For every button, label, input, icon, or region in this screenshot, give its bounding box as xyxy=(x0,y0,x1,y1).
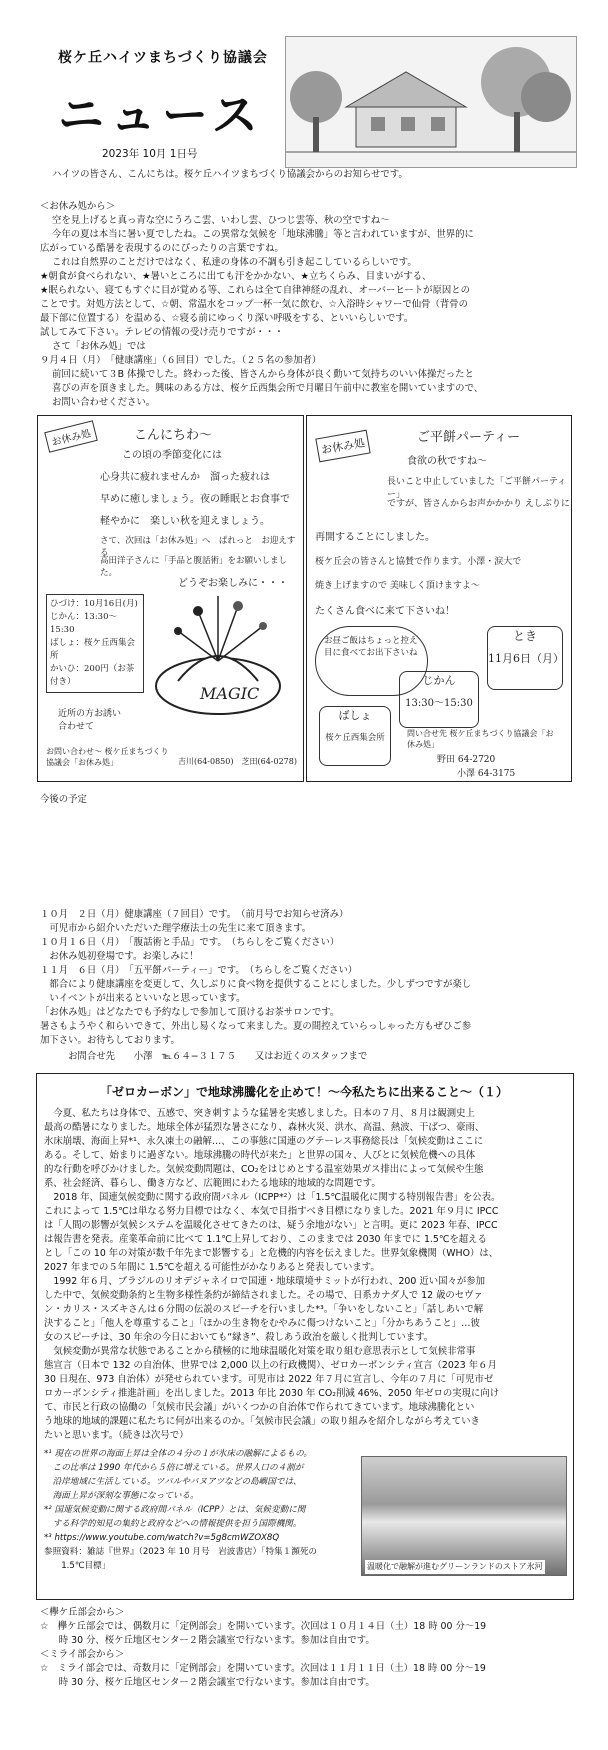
flyer-gohei-party xyxy=(306,415,572,782)
schedule-line: １１月 ６日（月） 「五平餅パーティー」です。 （ちらしをご覧ください） xyxy=(40,965,358,976)
jikan-value: 13:30〜15:30 xyxy=(405,698,473,709)
schedule-line: １０月１６日（月） 「腹話術と手品」です。 （ちらしをご覧ください） xyxy=(40,937,340,948)
bukai-line: 時 30 分、桜ケ丘地区センター２階会議室で行ないます。参加は自由です。 xyxy=(40,1635,375,1646)
schedule-line: 加下さい。お待ちしております。 xyxy=(40,1035,180,1046)
flyer-greeting: こんにちわ〜 xyxy=(134,428,213,443)
flyer-line: たくさん食べに来て下さいね！ xyxy=(315,606,455,617)
schedule-line: １０月 ２日（月）健康講座（７回目）です。 （前月号でお知らせ済み） xyxy=(40,909,349,920)
flyer-line: 焼き上げますので 美味しく頂けますよ〜 xyxy=(315,581,480,591)
footnote-url[interactable]: *³ https://www.youtube.com/watch?v=5g8cmWZOX8Q xyxy=(44,1533,280,1543)
reference-line: 参照資料：雑誌『世界』（2023 年 10 月号 岩波書店）「特集１瀕死の xyxy=(44,1547,318,1557)
schedule-heading: 今後の予定 xyxy=(40,794,87,805)
flyer-line: 食欲の秋ですね〜 xyxy=(407,456,487,467)
flyer-line: 長いこと中止していました「ご平餅パーティー」 xyxy=(387,477,567,500)
article-line: たいと思います。（続きは次号で） xyxy=(44,1430,189,1441)
flyer-contact-names: 吉川(64-0850) 芝田(64-0278) xyxy=(178,757,297,766)
article-line: 決すること」「他人を尊重すること」「ほかの生き物をむやみに傷つけないこと」「分かちあうこと」…彼 xyxy=(44,1318,480,1329)
photo-caption: 温暖化で融解が進むグリーンランドのストア氷河 xyxy=(365,1560,545,1574)
oyasumi-line: 試してみて下さい。テレビの情報の受け売りですが・・・ xyxy=(40,327,284,338)
flyer-contact-1: 野田 64-2720 xyxy=(437,755,496,765)
article-line: 2027 年までの５年間に 1.5℃を超える可能性がかなりあると発表しています。 xyxy=(44,1262,380,1273)
issue-date: 2023年 10月 1日号 xyxy=(102,148,198,160)
schedule-line: 暑さもようやく和らいできて、外出し易くなって来ました。夏の間控えていらっしゃった方もぜひご参 xyxy=(40,1021,472,1032)
flyer-line: ですが、皆さんからお声かかかり えしぶりに xyxy=(387,499,570,509)
oyasumi-line: これは自然界のことだけではなく、私達の身体の不調も引き起こしているらしいです。 xyxy=(52,257,417,268)
flyer-fee: かいひ：200円（お茶付き） xyxy=(50,664,135,687)
schedule-line: 「お休み処」はどなたでも予約なしで参加して頂けるお茶サロンです。 xyxy=(40,1007,340,1018)
oyasumi-line: ★眠られない、寝てもすぐに目が覚める等、これらは全て自律神経の乱れ、オーバーヒートが原因との xyxy=(40,285,471,296)
reference-line: 1.5℃目標」 xyxy=(44,1561,111,1571)
article-line: 今夏、私たちは身体で、五感で、突き刺すような猛暑を実感しました。日本の７月、８月は観測史上 xyxy=(44,1108,475,1119)
jikan-label: じかん xyxy=(422,674,456,687)
oyasumi-line: 最下部に位置する）を温める、☆寝る前にゆっくり深い呼吸をする、といいらしいです。 xyxy=(40,313,414,324)
article-line: ロカーボンシティ推進計画」を出しました。2013 年比 2030 年 CO₂削減 46%、2050 年ゼロの実現に向け xyxy=(44,1388,500,1399)
intro-text: ハイツの皆さん、こんにちは。桜ケ丘ハイツまちづくり協議会からのお知らせです。 xyxy=(52,169,408,180)
flyer-info-box xyxy=(46,594,144,693)
flyer-place: ばしょ：桜ケ丘西集会所 xyxy=(50,638,136,661)
article-line: 系、社会経済、暮らし、働き方など、広範囲にわたる地球的地域的な問題です。 xyxy=(44,1178,381,1189)
house-illustration xyxy=(285,36,577,168)
flyer-line: 高田洋子さんに「手品と腹話術」をお願いしました。 xyxy=(100,556,288,578)
schedule-line: 都合により健康講座を変更して、久しぶりに食べ物を提供することにしました。少しずつですが楽し xyxy=(40,979,472,990)
article-line: 最高の酷暑になりました。地球全体が猛烈な暑さになり、森林火災、洪水、高温、熱波、干ばつ、豪雨、 xyxy=(44,1122,485,1133)
flyer-tag: お休み処 xyxy=(44,420,98,452)
article-line: 女のスピーチは、30 年余の今日においても“縁き”、殺しあう政治を厳しく批判しています。 xyxy=(44,1332,434,1343)
bukai-heading: ＜ミライ部会から＞ xyxy=(40,1649,125,1660)
flyer-line: どうぞお楽しみに・・・ xyxy=(178,578,288,589)
flyer-line: さて、次回は「お休み処」へ ぱれっと お迎えする xyxy=(100,536,296,558)
flyer-time: じかん：13:30〜15:30 xyxy=(50,612,117,635)
schedule-line: お問合せ先 小澤 ℡６４−３１７５ 又はお近くのスタッフまで xyxy=(40,1051,368,1062)
article-line: 30 日現在、973 自治体）が発せられています。可児市は 2022 年７月に宣言し、今年の７月に「可児市ゼ xyxy=(44,1374,494,1385)
article-line: 氷床崩壊、海面上昇*¹、永久凍土の融解…、この事態に国連のグテーレス事務総長は「気候変動はここに xyxy=(44,1136,484,1147)
bukai-line: 時 30 分、桜ケ丘地区センター２階会議室で行ないます。参加は自由です。 xyxy=(40,1677,375,1688)
oyasumi-line: さて「お休み処」では xyxy=(52,341,146,352)
flyer-jikan-box xyxy=(399,671,479,728)
article-line: 気候変動が異常な状態であることから積極的に地球温暖化対策を取り組む意思表示として気候非常事 xyxy=(44,1346,476,1357)
flyer-line: 早めに癒しましょう。夜の睡眠とお食事で xyxy=(100,494,290,505)
oyasumi-line: 前回に続いて３B 体操でした。終わった後、皆さんから身体が良く動いて気持ちのいい体操だったと xyxy=(52,369,474,380)
flyer-line: 桜ケ丘会の皆さんと協賛で作ります。小澤・涙大で xyxy=(315,557,522,567)
toki-value: 11月6日（月） xyxy=(488,652,564,665)
schedule-line: お休み処初登場です。お楽しみに！ xyxy=(40,951,199,962)
article-line: 態宣言（日本で 132 の自治体、世界では 2,000 以上の行政機関）、ゼロカーボンシティ宣言（2023 年６月 xyxy=(44,1360,497,1371)
article-line: ン・カリス・スズキさんは６分間の伝説のスピーチを行いました*³。「争いをしないこと」「話しあいで解 xyxy=(44,1304,484,1315)
flyer-line: 心身共に疲れませんか 溜った疲れは xyxy=(100,472,270,483)
footnote-line: する科学的知見の集約と政府などへの情報提供を担う国際機関。 xyxy=(44,1519,302,1529)
article-line: 的な行動を呼びかけました。気候変動問題は、CO₂をはじめとする温室効果ガス排出によって気候や生態 xyxy=(44,1164,484,1175)
article-line: う地球的地域的課題に私たちに何が出来るのか。「気候市民会議」の取り組みを紹介しながら考えていき xyxy=(44,1416,480,1427)
article-line: した中で、気候変動条約と生物多様性条約が締結されました。その場で、日系カナダ人で 12 歳のセヴァ xyxy=(44,1290,483,1301)
toki-label: とき xyxy=(512,629,537,643)
flyer-note: お昼ご飯はちょっと控え目に食べてお出下さいね xyxy=(315,626,428,696)
flyer-contact: お問い合わせ〜 桜ケ丘まちづくり協議会「お休み処」 xyxy=(46,747,169,767)
article-line: これによって 1.5℃は単なる努力目標ではなく、本気で目指すべき目標になりました。2021 年９月に IPCC xyxy=(44,1206,499,1217)
bukai-line: ☆ ミライ部会では、奇数月に「定例部会」を開いています。次回は１１月１１日（土）18 時 00 分〜19 xyxy=(40,1663,486,1674)
newsletter-title: ニュース xyxy=(58,88,264,142)
flyer-line: 軽やかに 楽しい秋を迎えましょう。 xyxy=(100,516,270,527)
magic-hat-illustration xyxy=(138,591,298,721)
footnote-line: この比率は 1990 年代から５倍に増えている。世界人口の４割が xyxy=(44,1463,304,1473)
oyasumi-line: 今年の夏は本当に暑い夏でしたね。この異常な気候を「地球沸騰」等と言われていますが、世界的に xyxy=(52,229,474,240)
bukai-heading: ＜欅ケ丘部会から＞ xyxy=(40,1607,125,1618)
flyer-title: ご平餅パーティー xyxy=(417,430,520,445)
flyer-magic-show xyxy=(37,415,304,782)
footnote-line: 沿岸地域に生活している。ツバルやバヌアツなどの島嶼国では、 xyxy=(44,1477,302,1487)
footnote-line: *² 国連気候変動に関する政府間パネル（ICPP）とは、気候変動に関 xyxy=(44,1505,306,1515)
oyasumi-line: ことです。対処方法として、☆朝、常温水をコップ一杯一気に飲む、☆入浴時シャワーで仙骨（背骨の xyxy=(40,299,468,310)
flyer-line: 再開することにしました。 xyxy=(315,532,435,543)
article-line: ある。そして、始まりに過ぎない。地球沸騰の時代が来た」と世界の国々、人びとに気候危機への具体 xyxy=(44,1150,476,1161)
oyasumi-line: ★朝食が食べられない、★暑いところに出ても汗をかかない、★立ちくらみ、目まいがする、 xyxy=(40,271,432,282)
article-line: 2018 年、国連気候変動に関する政府間パネル（ICPP*²）は「1.5℃温暖化に関する特別報告書」を公表。 xyxy=(44,1192,501,1203)
flyer-contact: 問い合せ先 桜ケ丘まちづくり協議会「お休み処」 xyxy=(407,729,554,749)
org-name: 桜ケ丘ハイツまちづくり協議会 xyxy=(58,50,268,66)
oyasumi-line: お問い合わせください。 xyxy=(52,397,156,408)
basho-label: ばしょ xyxy=(338,709,372,722)
glacier-photo xyxy=(361,1456,567,1576)
bukai-line: ☆ 欅ケ丘部会では、偶数月に「定例部会」を開いています。次回は１０月１４日（土）18 時 00 分〜19 xyxy=(40,1621,487,1632)
flyer-tag: お休み処 xyxy=(315,430,370,463)
oyasumi-heading: ＜お休み処から＞ xyxy=(40,201,116,212)
flyer-when: ひづけ：10月16日(月) xyxy=(50,599,138,609)
magic-text: MAGIC xyxy=(200,684,260,703)
footnote-line: 海面上昇が深刻な事態になっている。 xyxy=(44,1491,199,1501)
flyer-contact-2: 小澤 64-3175 xyxy=(457,769,516,779)
flyer-line: この頃の季節変化には xyxy=(122,450,222,461)
article-line: 1992 年６月、ブラジルのリオデジャネイロで国連・地球環境サミットが行われ、200 近い国々が参加 xyxy=(44,1276,485,1287)
schedule-line: いイベントが出来るといいなと思っています。 xyxy=(40,993,246,1004)
article-title: 「ゼロカーボン」で地球沸騰化を止めて！〜今私たちに出来ること〜（１） xyxy=(99,1085,508,1099)
flyer-basho-box xyxy=(319,706,391,766)
schedule-line: 可児市から紹介いただいた理学療法士の先生に来て頂きます。 xyxy=(40,923,312,934)
oyasumi-line: 広がっている酷暑を表現するのにぴったりの言葉ですね。 xyxy=(40,243,284,254)
flyer-toki-box xyxy=(487,626,563,690)
oyasumi-line: 空を見上げると真っ青な空にうろこ雲、いわし雲、ひつじ雲等、秋の空ですね〜 xyxy=(52,215,390,226)
article-line: て、市民と行政の協働の「気候市民会議」がいくつかの自治体で作られてきています。地球沸騰化とい xyxy=(44,1402,475,1413)
article-line: は「人間の影響が気候システムを温暖化させてきたのは、疑う余地がない」と言明。更に 2023 年春、IPCC xyxy=(44,1220,498,1231)
flyer-near: 近所の方お誘い合わせて xyxy=(58,709,122,732)
article-line: とし「この 10 年の対策が数千年先まで影響する」と危機的内容を伝えました。世界気象機関（WHO）は、 xyxy=(44,1248,499,1259)
footnote-line: *¹ 現在の世界の海面上昇は全体の４分の１が氷床の融解によるもの。 xyxy=(44,1449,312,1459)
basho-value: 桜ケ丘西集会所 xyxy=(325,733,385,743)
oyasumi-line: ９月４日（月） 「健康講座」（６回目）でした。（２５名の参加者） xyxy=(40,355,322,366)
article-line: は報告書を発表。産業革命前に比べて 1.1℃上昇しており、このままでは 2030 年までに 1.5℃を超える xyxy=(44,1234,487,1245)
oyasumi-line: 喜びの声を頂きました。興味のある方は、桜ケ丘西集会所で月曜日午前中に教室を開いていますので、 xyxy=(52,383,484,394)
